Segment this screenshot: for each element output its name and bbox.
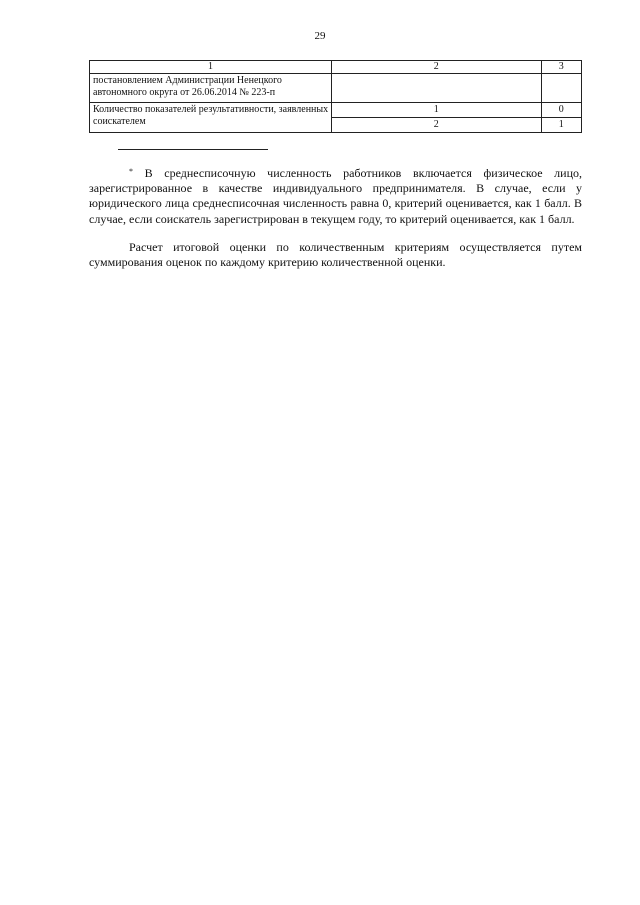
page-number: 29	[314, 30, 326, 42]
value-cell: 2	[332, 118, 541, 133]
footnote	[89, 166, 582, 227]
header-cell-3: 3	[541, 61, 582, 74]
header-cell-2: 2	[332, 61, 541, 74]
table-row	[90, 74, 582, 103]
footnote-separator	[118, 149, 268, 150]
criterion-cell: постановлением Администрации Ненецкого автономного округа от 26.06.2014 № 223-п	[90, 74, 332, 103]
score-cell: 0	[541, 103, 582, 118]
paragraph	[89, 240, 582, 270]
value-cell: 1	[332, 103, 541, 118]
footnote-marker: *	[129, 167, 133, 176]
criterion-cell: Количество показателей результативности, заявленных соискателем	[90, 103, 332, 133]
criteria-table	[89, 60, 582, 133]
score-cell: 1	[541, 118, 582, 133]
score-cell	[541, 74, 582, 103]
footnote-text: В среднесписочную численность работников включается физическое лицо, зарегистрированное в качестве индивидуального предпринимателя. В случае, если у юридического лица среднесписочная численность равна 0, критерий оценивается, как 1 балл. В случае, если соискатель зарегистрирован в текущем году, то критерий оценивается, как 1 балл.	[89, 166, 583, 226]
value-cell	[332, 74, 541, 103]
paragraph-text: Расчет итоговой оценки по количественным критериям осуществляется путем суммирования оценок по каждому критерию количественной оценки.	[89, 240, 582, 270]
table-row	[90, 103, 582, 118]
table-header-row	[90, 61, 582, 74]
header-cell-1: 1	[90, 61, 332, 74]
